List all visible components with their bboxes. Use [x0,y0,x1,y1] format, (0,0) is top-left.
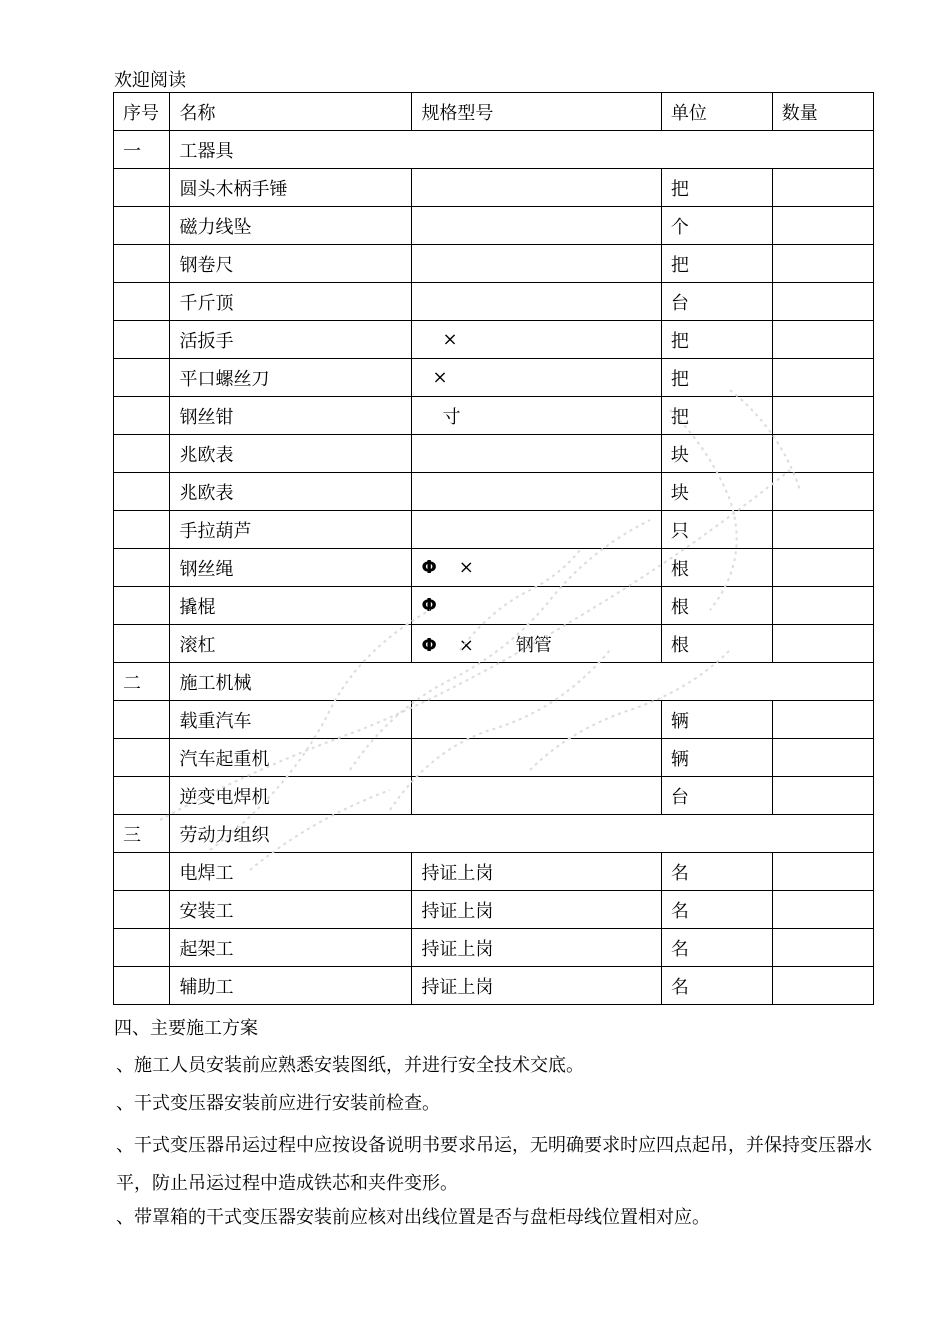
section-row [114,131,874,169]
item-unit: 辆 [661,701,772,739]
item-name: 兆欧表 [170,473,412,511]
item-unit: 把 [661,321,772,359]
item-spec: 持证上岗 [412,929,661,967]
item-name: 逆变电焊机 [170,777,412,815]
item-qty [772,891,873,929]
section-heading: 四、主要施工方案 [114,1018,258,1039]
table-row [114,739,874,777]
section-no: 一 [114,131,170,169]
table-row [114,359,874,397]
item-qty [772,777,873,815]
section-no: 三 [114,815,170,853]
table-row [114,777,874,815]
item-qty [772,207,873,245]
table-row [114,891,874,929]
item-spec [412,739,661,777]
table-header-row [114,93,874,131]
times-symbol: × [458,557,474,578]
item-unit: 只 [661,511,772,549]
item-name: 圆头木柄手锤 [170,169,412,207]
table-row [114,701,874,739]
item-name: 平口螺丝刀 [170,359,412,397]
item-qty [772,511,873,549]
table-row [114,549,874,587]
item-spec: 持证上岗 [412,853,661,891]
section-row [114,815,874,853]
header-qty: 数量 [772,93,873,131]
equipment-table [113,92,874,1005]
item-name: 活扳手 [170,321,412,359]
item-qty [772,625,873,663]
item-spec [412,701,661,739]
item-unit: 把 [661,397,772,435]
item-unit: 个 [661,207,772,245]
item-name: 起架工 [170,929,412,967]
item-spec [412,207,661,245]
table-row [114,245,874,283]
table-row [114,473,874,511]
paragraph-2: 、干式变压器安装前应进行安装前检查。 [116,1093,440,1114]
item-spec [412,549,661,587]
section-title: 施工机械 [170,663,874,701]
times-symbol: × [458,634,474,656]
table-row [114,967,874,1005]
phi-symbol: Φ [421,557,437,578]
item-qty [772,435,873,473]
item-unit: 名 [661,853,772,891]
item-name: 汽车起重机 [170,739,412,777]
item-unit: 台 [661,283,772,321]
item-unit: 把 [661,245,772,283]
item-qty [772,967,873,1005]
item-spec: × [412,359,661,397]
paragraph-3: 、干式变压器吊运过程中应按设备说明书要求吊运，无明确要求时应四点起吊，并保持变压器水平，防止吊运过程中造成铁芯和夹件变形。 [116,1135,872,1194]
item-qty [772,321,873,359]
table-row [114,435,874,473]
item-qty [772,359,873,397]
item-spec: 持证上岗 [412,967,661,1005]
phi-symbol: Φ [421,634,437,656]
item-name: 磁力线坠 [170,207,412,245]
item-name: 载重汽车 [170,701,412,739]
item-spec [412,587,661,625]
page-header: 欢迎阅读 [114,70,186,91]
item-name: 撬棍 [170,587,412,625]
item-qty [772,245,873,283]
item-spec [412,625,661,663]
item-spec: 持证上岗 [412,891,661,929]
item-unit: 块 [661,435,772,473]
item-name: 钢卷尺 [170,245,412,283]
item-spec: 寸 [412,397,661,435]
item-unit: 根 [661,587,772,625]
item-unit: 块 [661,473,772,511]
item-name: 千斤顶 [170,283,412,321]
item-unit: 名 [661,967,772,1005]
item-unit: 把 [661,359,772,397]
item-name: 钢丝绳 [170,549,412,587]
item-qty [772,701,873,739]
item-qty [772,587,873,625]
section-row [114,663,874,701]
item-spec [412,511,661,549]
item-unit: 根 [661,625,772,663]
item-unit: 根 [661,549,772,587]
item-spec [412,473,661,511]
phi-symbol: Φ [421,595,437,616]
item-qty [772,169,873,207]
section-no: 二 [114,663,170,701]
item-qty [772,549,873,587]
item-name: 电焊工 [170,853,412,891]
item-name: 安装工 [170,891,412,929]
table-row [114,321,874,359]
header-unit: 单位 [661,93,772,131]
section-title: 劳动力组织 [170,815,874,853]
table-row [114,397,874,435]
item-qty [772,473,873,511]
item-spec [412,435,661,473]
item-name: 钢丝钳 [170,397,412,435]
table-row [114,283,874,321]
item-unit: 名 [661,929,772,967]
item-name: 兆欧表 [170,435,412,473]
table-row [114,853,874,891]
table-row [114,587,874,625]
table-row [114,929,874,967]
item-name: 手拉葫芦 [170,511,412,549]
item-qty [772,853,873,891]
item-qty [772,283,873,321]
table-row [114,207,874,245]
header-name: 名称 [170,93,412,131]
item-unit: 把 [661,169,772,207]
section-title: 工器具 [170,131,874,169]
table-row [114,169,874,207]
item-unit: 名 [661,891,772,929]
item-qty [772,929,873,967]
item-spec [412,245,661,283]
paragraph-4: 、带罩箱的干式变压器安装前应核对出线位置是否与盘柜母线位置相对应。 [116,1207,710,1228]
item-qty [772,397,873,435]
item-spec: × [412,321,661,359]
item-spec [412,283,661,321]
table-row [114,511,874,549]
spec-material: 钢管 [515,634,552,656]
item-unit: 台 [661,777,772,815]
item-spec [412,777,661,815]
header-spec: 规格型号 [412,93,661,131]
paragraph-1: 、施工人员安装前应熟悉安装图纸，并进行安全技术交底。 [116,1055,584,1076]
item-spec [412,169,661,207]
item-qty [772,739,873,777]
item-unit: 辆 [661,739,772,777]
header-no: 序号 [114,93,170,131]
item-name: 滚杠 [170,625,412,663]
table-row [114,625,874,663]
item-name: 辅助工 [170,967,412,1005]
